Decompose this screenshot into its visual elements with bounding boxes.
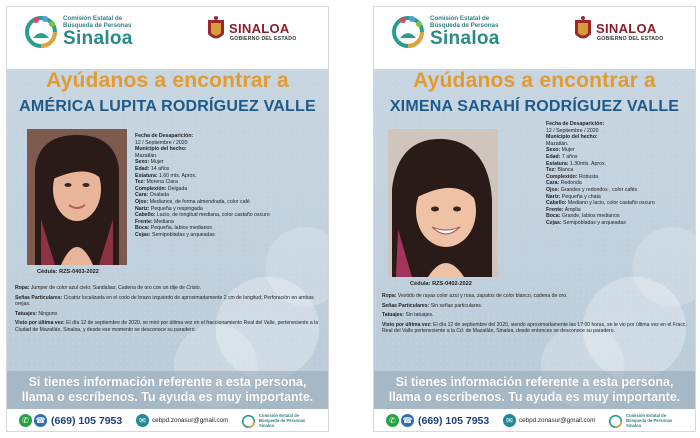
missing-person-poster bbox=[373, 6, 696, 432]
label: Municipio del hecho: bbox=[135, 146, 187, 153]
call-to-action bbox=[7, 371, 328, 409]
government-subtitle: GOBIERNO DEL ESTADO bbox=[230, 36, 297, 42]
cedula-number: Cédula: RZS-0402-2022 bbox=[410, 281, 472, 287]
value: Morena Clara bbox=[146, 179, 178, 186]
footer-org-line3: Sinaloa bbox=[259, 422, 274, 428]
label: Visto por última vez: bbox=[382, 321, 432, 328]
contact-footer bbox=[7, 409, 328, 432]
value: El día 12 de septiembre de 2020, se miró por última vez en el fraccionamiento Real del Valle, perteneciente a la Ciudad de Mazatlán, Sinaloa, y desde ese momento se desconoce su paradero. bbox=[15, 320, 319, 333]
email-address[interactable]: cebpd.zonasur@gmail.com bbox=[152, 417, 229, 424]
whatsapp-icon: ✆ bbox=[19, 414, 32, 427]
label: Fecha de Desaparición: bbox=[546, 121, 605, 127]
footer-org-line3: Sinaloa bbox=[626, 422, 641, 428]
label: Señas Particulares: bbox=[15, 294, 63, 301]
value: Pequeña y chata bbox=[561, 193, 601, 200]
value: Blanca bbox=[557, 167, 574, 174]
cta-line2: llama o escríbenos. Tu ayuda es muy importante. bbox=[21, 390, 314, 404]
government-name: SINALOA bbox=[596, 21, 657, 36]
label: Complexión: bbox=[546, 173, 578, 180]
state-seal-icon bbox=[206, 16, 226, 44]
label: Cabello: bbox=[546, 200, 567, 207]
label: Cejas: bbox=[135, 231, 151, 238]
label: Complexión: bbox=[135, 185, 167, 192]
label: Nariz: bbox=[135, 205, 150, 212]
footer-org-text bbox=[259, 414, 305, 428]
person-photo bbox=[388, 129, 498, 277]
org-line1: Comisión Estatal de bbox=[430, 15, 490, 22]
government-name: SINALOA bbox=[229, 21, 290, 36]
phone-icon: ☎ bbox=[402, 416, 413, 425]
missing-person-poster bbox=[6, 6, 329, 432]
value: Semipobladas y arqueadas bbox=[563, 219, 626, 226]
label: Tez: bbox=[135, 179, 145, 186]
value: Redonda bbox=[560, 180, 582, 187]
headline: Ayúdanos a encontrar a bbox=[46, 69, 289, 92]
person-name: XIMENA SARAHÍ RODRÍGUEZ VALLE bbox=[389, 98, 680, 115]
value: Mediana bbox=[154, 218, 174, 225]
poster-header bbox=[374, 7, 695, 69]
label: Cara: bbox=[546, 180, 560, 187]
label: Fecha de Desaparición: bbox=[135, 133, 194, 139]
label: Boca: bbox=[135, 225, 150, 232]
call-to-action bbox=[374, 371, 695, 409]
value: Mujer bbox=[150, 159, 164, 166]
value: Mazatlán. bbox=[546, 140, 569, 147]
contact-footer bbox=[374, 409, 695, 432]
cta-line1: Si tienes información referente a esta persona, bbox=[28, 375, 307, 389]
label: Ropa: bbox=[382, 293, 397, 299]
email-icon: ✉ bbox=[503, 414, 516, 427]
additional-details bbox=[382, 293, 690, 338]
government-subtitle: GOBIERNO DEL ESTADO bbox=[597, 36, 664, 42]
label: Edad: bbox=[135, 165, 150, 172]
phone-number[interactable]: (669) 105 7953 bbox=[418, 415, 490, 427]
value: Delgada bbox=[167, 185, 188, 192]
label: Ojos: bbox=[135, 198, 149, 205]
state-seal-icon bbox=[573, 16, 593, 44]
label: Señas Particulares: bbox=[382, 302, 430, 309]
value: 7 años bbox=[561, 153, 578, 160]
label: Estatura: bbox=[135, 172, 158, 179]
email-address[interactable]: cebpd.zonasur@gmail.com bbox=[519, 417, 596, 424]
label: Ojos: bbox=[546, 186, 560, 193]
label: Tez: bbox=[546, 167, 556, 174]
value: Vestido de rayas color azul y rosa, zapatos de color blanco, cadena de oro. bbox=[397, 293, 568, 299]
value: 12 / Septiembre / 2020 bbox=[135, 139, 188, 146]
label: Sexo: bbox=[546, 147, 561, 154]
label: Tatuajes: bbox=[382, 312, 404, 319]
label: Ropa: bbox=[15, 285, 30, 291]
label: Cejas: bbox=[546, 219, 562, 226]
value: 1.60 mts. Aprox. bbox=[158, 172, 197, 179]
label: Boca: bbox=[546, 213, 561, 220]
poster-header bbox=[7, 7, 328, 69]
org-line1: Comisión Estatal de bbox=[63, 15, 123, 22]
org-name: Sinaloa bbox=[430, 28, 500, 49]
value: 1.30mts. Aprox. bbox=[569, 160, 606, 167]
footer-org-line1: Comisión Estatal de bbox=[259, 413, 300, 418]
whatsapp-icon: ✆ bbox=[386, 414, 399, 427]
commission-logo-icon bbox=[23, 14, 59, 48]
org-line2: Búsqueda de Personas bbox=[63, 22, 132, 29]
value: Semipobladas y arqueadas bbox=[152, 231, 215, 238]
label: Municipio del hecho: bbox=[546, 134, 598, 141]
person-details bbox=[135, 133, 270, 239]
value: Sin señas particulares. bbox=[430, 302, 483, 309]
commission-mini-logo-icon bbox=[608, 414, 623, 428]
footer-org-line2: Búsqueda de Personas bbox=[626, 417, 673, 423]
commission-mini-logo-icon bbox=[241, 414, 256, 428]
headline: Ayúdanos a encontrar a bbox=[413, 69, 656, 92]
label: Visto por última vez: bbox=[15, 320, 65, 327]
email-icon: ✉ bbox=[136, 414, 149, 427]
commission-logo-text bbox=[430, 15, 500, 49]
cta-line1: Si tienes información referente a esta persona, bbox=[395, 375, 674, 389]
label: Nariz: bbox=[546, 193, 561, 200]
value: 12 / Septiembre / 2020 bbox=[546, 127, 599, 134]
value: Medianos, de forma almendrada, color café bbox=[149, 198, 250, 205]
value: Pequeña y respingada bbox=[150, 205, 203, 212]
label: Sexo: bbox=[135, 159, 150, 166]
phone-number[interactable]: (669) 105 7953 bbox=[51, 415, 123, 427]
value: Mazatlán. bbox=[135, 152, 158, 159]
commission-logo-icon bbox=[390, 14, 426, 48]
value: Ovalada bbox=[149, 192, 170, 199]
label: Cabello: bbox=[135, 212, 156, 219]
value: Mediano y lacio, color castaño oscuro bbox=[567, 200, 655, 207]
value: 14 años bbox=[150, 165, 170, 172]
value: Grande, labios medianos bbox=[561, 213, 620, 220]
label: Frente: bbox=[135, 218, 153, 225]
value: Pequeña, labios medianos bbox=[150, 225, 213, 232]
cedula-number: Cédula: RZS-0403-2022 bbox=[37, 269, 99, 275]
phone-icon: ☎ bbox=[35, 416, 46, 425]
label: Tatuajes: bbox=[15, 310, 37, 317]
footer-org-line2: Búsqueda de Personas bbox=[259, 417, 306, 423]
label: Edad: bbox=[546, 153, 561, 160]
value: Mujer bbox=[561, 147, 575, 154]
cta-line2: llama o escríbenos. Tu ayuda es muy importante. bbox=[388, 390, 681, 404]
label: Cara: bbox=[135, 192, 149, 199]
value: Ninguno bbox=[38, 310, 58, 317]
value: Amplia bbox=[564, 206, 581, 213]
value: Robusta bbox=[578, 173, 599, 180]
label: Frente: bbox=[546, 206, 564, 213]
org-name: Sinaloa bbox=[63, 28, 133, 49]
additional-details bbox=[15, 285, 323, 337]
value: Lacio, de longitud mediana, color castaño oscuro bbox=[156, 212, 270, 219]
value: Jumper de color azul cielo; Sandalias; Cadena de oro con un dije de Cristo. bbox=[30, 285, 202, 291]
commission-logo-text bbox=[63, 15, 133, 49]
value: El día 12 de septiembre del 2020, siendo aproximadamente las 17:00 horas, se le vio por última vez en el Fracc. Real del Valle perteneciente a la Cd. de Mazatlán, Sinaloa, desde entonces se desconoce su paradero. bbox=[382, 321, 687, 335]
value: Cicatriz localizada en el codo de brazo izquierdo de aproximadamente 2 cm de longitud; Perforación en ambas orejas. bbox=[15, 294, 314, 308]
person-name: AMÉRICA LUPITA RODRÍGUEZ VALLE bbox=[19, 98, 316, 115]
value: Sin tatuajes. bbox=[405, 312, 434, 319]
label: Estatura: bbox=[546, 160, 569, 167]
footer-org-line1: Comisión Estatal de bbox=[626, 413, 667, 418]
person-photo bbox=[27, 129, 127, 265]
value: Grandes y redondos , color cafés bbox=[560, 186, 638, 193]
footer-org-text bbox=[626, 414, 672, 428]
org-line2: Búsqueda de Personas bbox=[430, 22, 499, 29]
person-details bbox=[546, 121, 655, 227]
